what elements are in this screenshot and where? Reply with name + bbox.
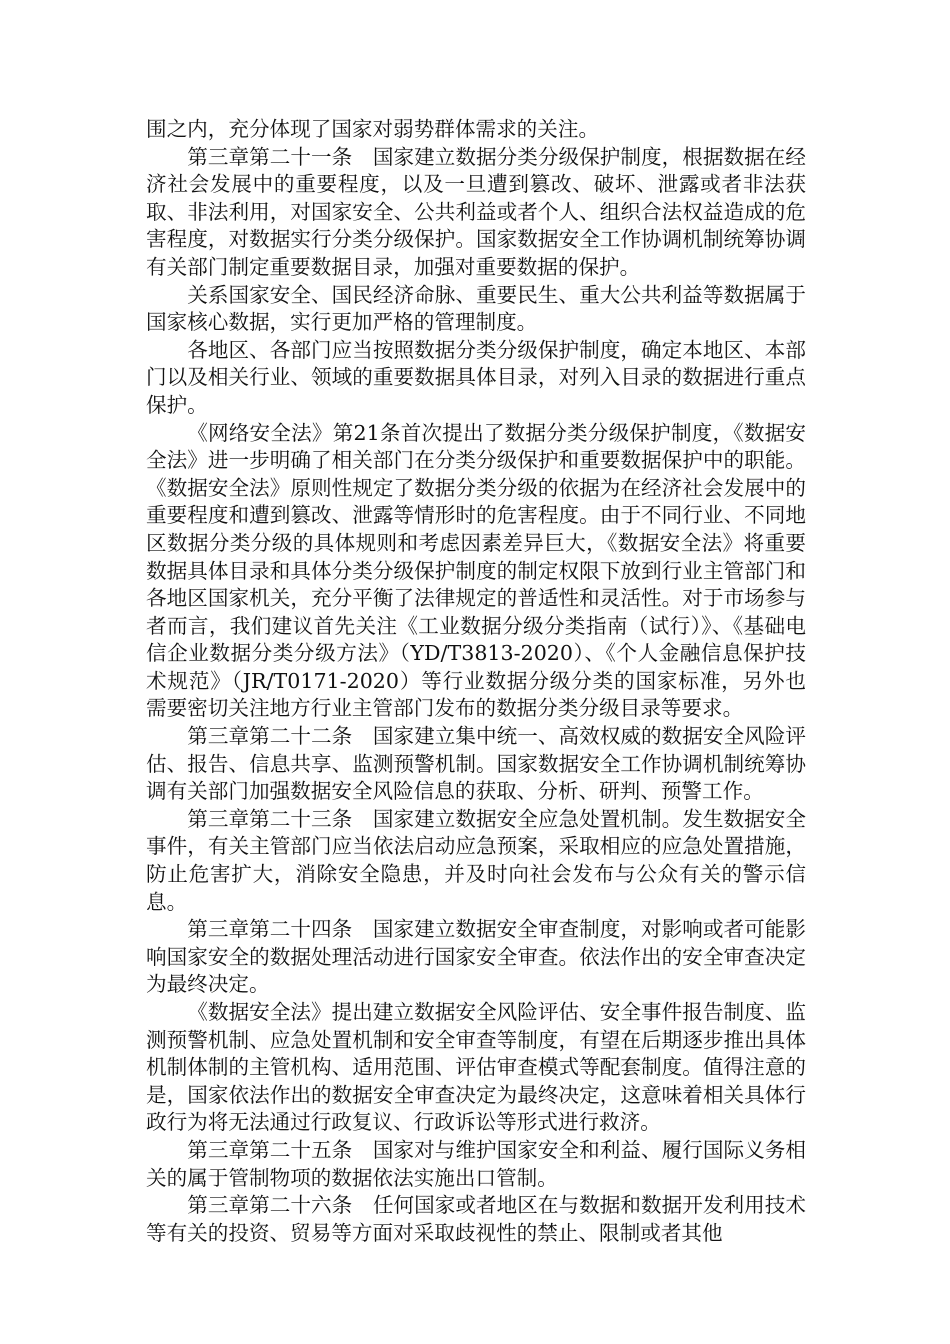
paragraph-article-22: 第三章第二十二条 国家建立集中统一、高效权威的数据安全风险评估、报告、信息共享、监测预警机制。国家数据安全工作协调机制统筹协调有关部门加强数据安全风险信息的获取、分析、研判、预警工作。 <box>146 724 806 804</box>
paragraph-article-26: 第三章第二十六条 任何国家或者地区在与数据和数据开发利用技术等有关的投资、贸易等方面对采取歧视性的禁止、限制或者其他 <box>146 1193 806 1245</box>
paragraph-article-24: 第三章第二十四条 国家建立数据安全审查制度，对影响或者可能影响国家安全的数据处理活动进行国家安全审查。依法作出的安全审查决定为最终决定。 <box>146 917 806 997</box>
paragraph-article-21: 第三章第二十一条 国家建立数据分类分级保护制度，根据数据在经济社会发展中的重要程度，以及一旦遭到篡改、破坏、泄露或者非法获取、非法利用，对国家安全、公共利益或者个人、组织合法权益造成的危害程度，对数据实行分类分级保护。国家数据安全工作协调机制统筹协调有关部门制定重要数据目录，加强对重要数据的保护。 <box>146 144 806 279</box>
paragraph-commentary-classification: 《网络安全法》第21条首次提出了数据分类分级保护制度，《数据安全法》进一步明确了相关部门在分类分级保护和重要数据保护中的职能。《数据安全法》原则性规定了数据分类分级的依据为在经济社会发展中的重要程度和遭到篡改、泄露等情形时的危害程度。由于不同行业、不同地区数据分类分级的具体规则和考虑因素差异巨大，《数据安全法》将重要数据具体目录和具体分类分级保护制度的制定权限下放到行业主管部门和各地区国家机关，充分平衡了法律规定的普适性和灵活性。对于市场参与者而言，我们建议首先关注《工业数据分级分类指南（试行）》、《基础电信企业数据分类分级方法》（YD/T3813-2020）、《个人金融信息保护技术规范》（JR/T0171-2020）等行业数据分级分类的国家标准，另外也需要密切关注地方行业主管部门发布的数据分类分级目录等要求。 <box>146 420 806 721</box>
paragraph-article-23: 第三章第二十三条 国家建立数据安全应急处置机制。发生数据安全事件，有关主管部门应当依法启动应急预案，采取相应的应急处置措施，防止危害扩大，消除安全隐患，并及时向社会发布与公众有关的警示信息。 <box>146 806 806 914</box>
paragraph-article-25: 第三章第二十五条 国家对与维护国家安全和利益、履行国际义务相关的属于管制物项的数据依法实施出口管制。 <box>146 1137 806 1190</box>
paragraph-continuation: 围之内，充分体现了国家对弱势群体需求的关注。 <box>146 117 600 141</box>
paragraph-commentary-review: 《数据安全法》提出建立数据安全风险评估、安全事件报告制度、监测预警机制、应急处置机制和安全审查等制度，有望在后期逐步推出具体机制体制的主管机构、适用范围、评估审查模式等配套制度。值得注意的是，国家依法作出的数据安全审查决定为最终决定，这意味着相关具体行政行为将无法通过行政复议、行政诉讼等形式进行救济。 <box>146 1000 806 1135</box>
document-page <box>146 116 806 1247</box>
paragraph-core-data: 关系国家安全、国民经济命脉、重要民生、重大公共利益等数据属于国家核心数据，实行更加严格的管理制度。 <box>146 282 806 335</box>
paragraph-regional-catalog: 各地区、各部门应当按照数据分类分级保护制度，确定本地区、本部门以及相关行业、领域的重要数据具体目录，对列入目录的数据进行重点保护。 <box>146 337 806 417</box>
